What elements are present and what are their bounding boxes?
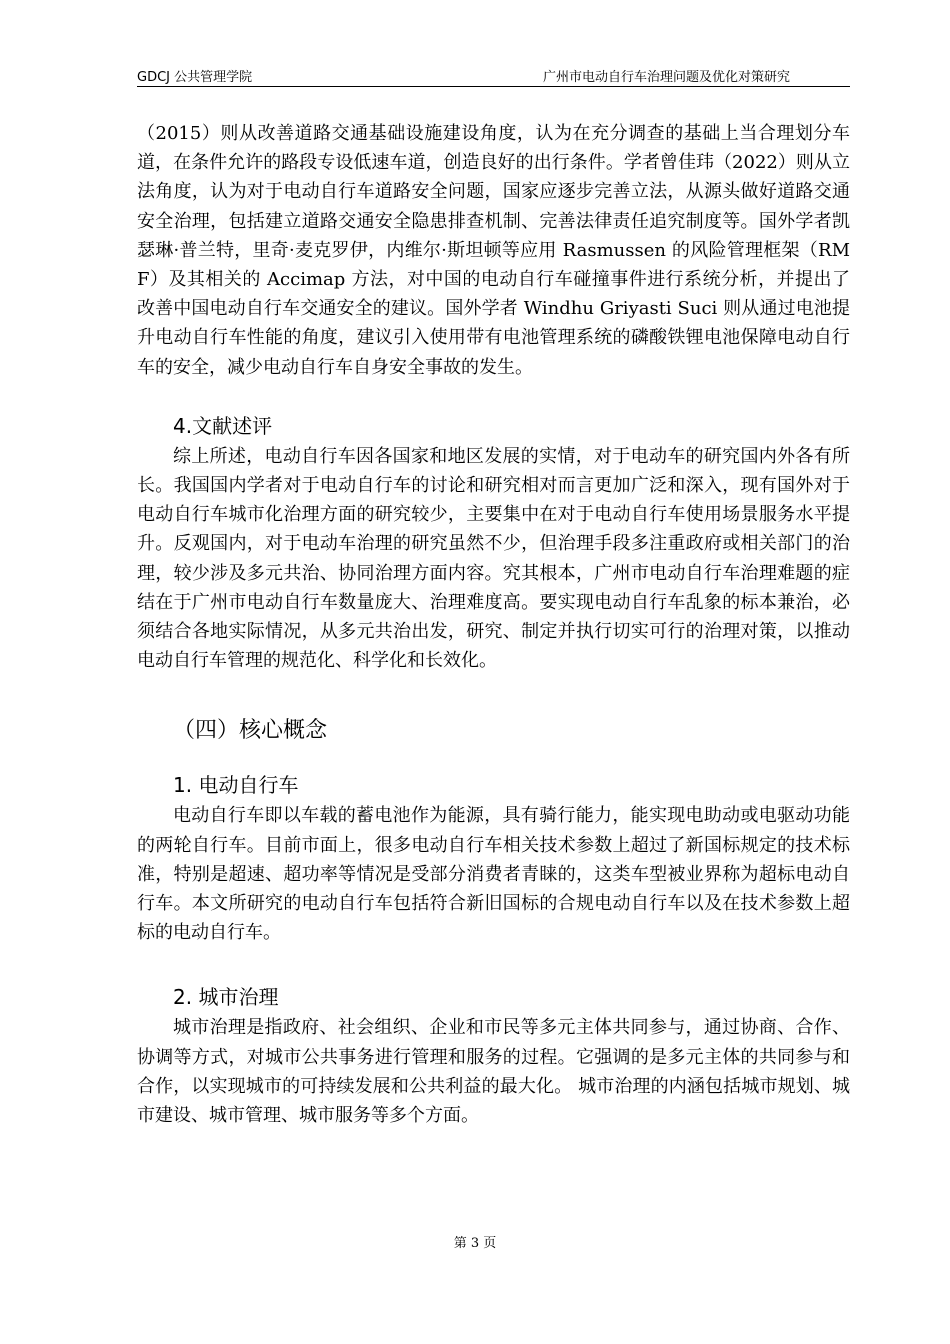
paragraph-literature-intro: （2015）则从改善道路交通基础设施建设角度，认为在充分调查的基础上当合理划分车道，在条件允许的路段专设低速车道，创造良好的出行条件。学者曾佳玮（2022）则从立法角度，认为对于电动自行车道路安全问题，国家应逐步完善立法，从源头做好道路交通安全治理，包括建立道路交通安全隐患排查机制、完善法律责任追究制度等。国外学者凯瑟琳·普兰特，里奇·麦克罗伊，内维尔·斯坦顿等应用 Rasmussen 的风险管理框架（RMF）及其相关的 Accimap 方法，对中国的电动自行车碰撞事件进行系统分析，并提出了改善中国电动自行车交通安全的建议。国外学者 Windhu Griyasti Suci 则从通过电池提升电动自行车性能的角度，建议引入使用带有电池管理系统的磷酸铁锂电池保障电动自行车的安全，减少电动自行车自身安全事故的发生。 bbox=[137, 123, 850, 378]
paragraph-literature-review: 综上所述，电动自行车因各国家和地区发展的实情，对于电动车的研究国内外各有所长。我国国内学者对于电动自行车的讨论和研究相对而言更加广泛和深入，现有国外对于电动自行车城市化治理方面的研究较少，主要集中在对于电动自行车使用场景服务水平提升。反观国内，对于电动车治理的研究虽然不少，但治理手段多注重政府或相关部门的治理，较少涉及多元共治、协同治理方面内容。究其根本，广州市电动自行车治理难题的症结在于广州市电动自行车数量庞大、治理难度高。要实现电动自行车乱象的标本兼治，必须结合各地实际情况，从多元共治出发，研究、制定并执行切实可行的治理对策，以推动电动自行车管理的规范化、科学化和长效化。 bbox=[137, 445, 850, 672]
header-divider bbox=[137, 86, 850, 87]
header-title: 广州市电动自行车治理问题及优化对策研究 bbox=[542, 70, 790, 85]
heading-core-concepts: （四）核心概念 bbox=[173, 718, 328, 744]
page-number: 第 3 页 bbox=[453, 1236, 497, 1251]
page-content bbox=[137, 119, 850, 1130]
paragraph-urban-governance: 城市治理是指政府、社会组织、企业和市民等多元主体共同参与，通过协商、合作、协调等方式，对城市公共事务进行管理和服务的过程。它强调的是多元主体的共同参与和合作，以实现城市的可持续发展和公共利益的最大化。 城市治理的内涵包括城市规划、城市建设、城市管理、城市服务等多个方面。 bbox=[137, 1017, 850, 1127]
heading-literature-review: 4.文献述评 bbox=[173, 413, 273, 438]
paragraph-ebike-definition: 电动自行车即以车载的蓄电池作为能源，具有骑行能力，能实现电助动或电驱动功能的两轮自行车。目前市面上，很多电动自行车相关技术参数上超过了新国标规定的技术标准，特别是超速、超功率等情况是受部分消费者青睐的，这类车型被业界称为超标电动自行车。本文所研究的电动自行车包括符合新旧国标的合规电动自行车以及在技术参数上超标的电动自行车。 bbox=[137, 805, 850, 944]
heading-urban-governance: 2. 城市治理 bbox=[173, 985, 279, 1010]
heading-ebike: 1. 电动自行车 bbox=[173, 773, 299, 798]
header-school: GDCJ 公共管理学院 bbox=[137, 70, 253, 85]
